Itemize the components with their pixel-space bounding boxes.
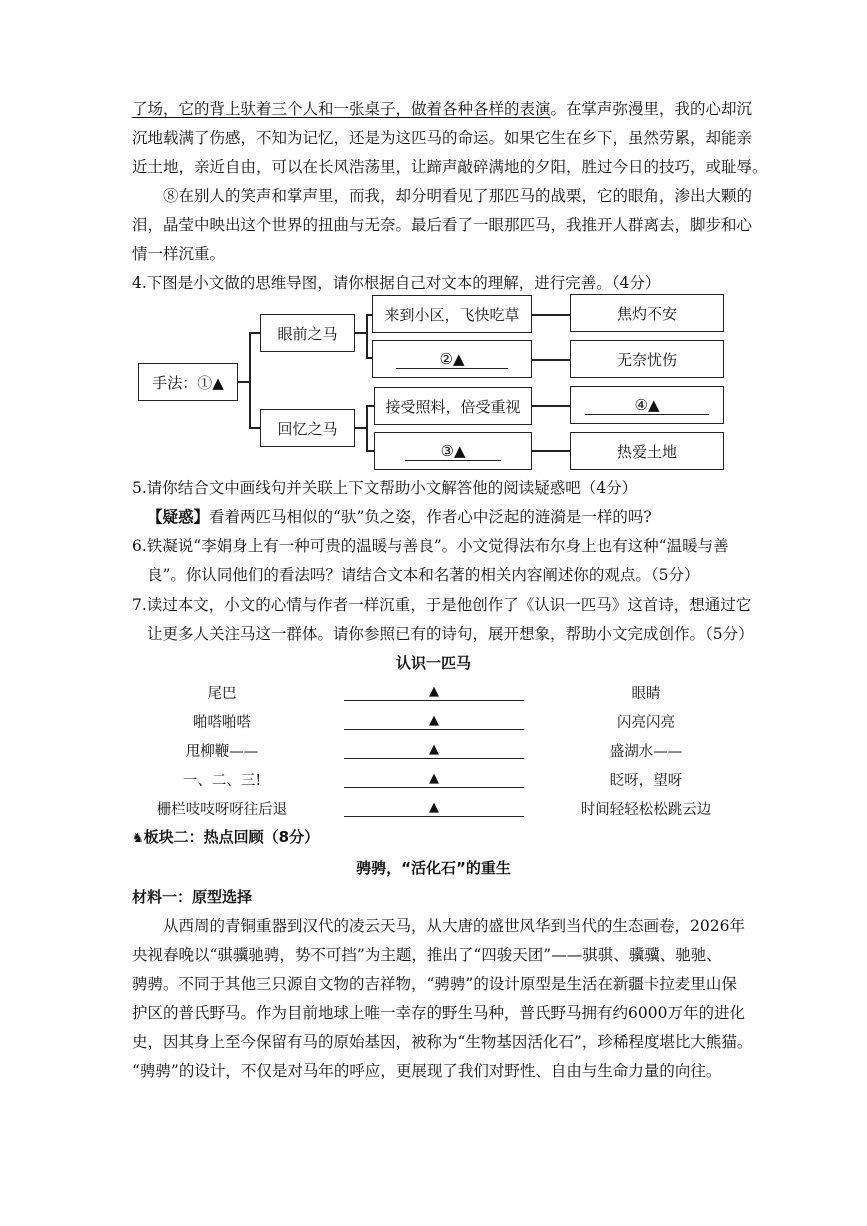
mind-map-b1-left: 接受照料，倍受重视: [374, 387, 532, 425]
paragraph-8-line-3: 情一样沉重。: [132, 245, 226, 263]
material-paragraph-line-1: 从西周的青铜重器到汉代的凌云天马，从大唐的盛世风华到当代的生态画卷，2026年: [163, 917, 745, 935]
doubt-line: 【疑惑】看着两匹马相似的“驮”负之姿，作者心中泛起的涟漪是一样的吗?: [147, 508, 652, 526]
poem-row-right: 眼睛: [631, 686, 661, 702]
paragraph-8-line-1: ⑧在别人的笑声和掌声里，而我，却分明看见了那匹马的战栗，它的眼角，渗出大颗的: [163, 187, 753, 205]
poem-row-left: 尾巴: [207, 686, 237, 702]
poem-row-left: 栅栏吱吱呀呀往后退: [156, 802, 288, 818]
material-paragraph-line-4: 护区的普氏野马。作为目前地球上唯一幸存的野生马种，普氏野马拥有约6000万年的进化: [132, 1004, 745, 1022]
poem-row-left: 甩柳鞭——: [185, 744, 259, 760]
question-7-line-1: 7.读过本文，小文的心情与作者一样沉重，于是他创作了《认识一匹马》这首诗，想通过它: [132, 596, 752, 614]
poem-row-blank: ▲: [344, 771, 524, 788]
mind-map-a2-right: 无奈忧伤: [570, 340, 724, 378]
poem-row-blank: ▲: [344, 684, 524, 701]
poem-row-right: 盛湖水——: [609, 744, 683, 760]
question-4: 4.下图是小文做的思维导图，请你根据自己对文本的理解，进行完善。（4分）: [132, 274, 661, 292]
poem-row-blank: ▲: [344, 800, 524, 817]
paragraph-8-line-2: 泪，晶莹中映出这个世界的扭曲与无奈。最后看了一眼那匹马，我推开人群离去，脚步和心: [132, 216, 753, 234]
mind-map-a2-left: ②▲: [372, 340, 532, 378]
poem-row-blank: ▲: [344, 713, 524, 730]
question-6-line-1: 6.铁凝说“李娟身上有一种可贵的温暖与善良”。小文觉得法布尔身上也有这种“温暖与善: [132, 537, 729, 555]
horse-icon: ♞: [132, 831, 144, 846]
passage-line-2: 沉地载满了伤感，不知为记忆，还是为这匹马的命运。如果它生在乡下，虽然劳累，却能亲: [132, 129, 753, 147]
doubt-tag: 【疑惑】: [147, 508, 210, 526]
mind-map-b2-right: 热爱土地: [570, 432, 724, 470]
mind-map-a1-left: 来到小区，飞快吃草: [372, 295, 532, 333]
question-7-line-2: 让更多人关注马这一群体。请你参照已有的诗句，展开想象，帮助小文完成创作。（5分）: [147, 625, 754, 643]
poem-title: 认识一匹马: [395, 654, 471, 672]
underlined-sentence: 了场，它的背上驮着三个人和一张桌子，做着各种各样的表演: [132, 100, 551, 118]
poem-row-right: 眨呀，望呀: [609, 773, 683, 789]
mind-map-b2-left: ③▲: [374, 432, 532, 470]
mind-map-root: 手法：①▲: [138, 363, 238, 401]
material-paragraph-line-2: 央视春晚以“骐骥驰骋，势不可挡”为主题，推出了“四骏天团”——骐骐、骥骥、驰驰、: [132, 946, 722, 964]
poem-row-right: 闪亮闪亮: [617, 715, 675, 731]
material-paragraph-line-3: 骋骋。不同于其他三只源自文物的吉祥物，“骋骋”的设计原型是生活在新疆卡拉麦里山保: [132, 975, 737, 993]
question-5: 5.请你结合文中画线句并关联上下文帮助小文解答他的阅读疑惑吧（4分）: [132, 479, 638, 497]
material-1-label: 材料一：原型选择: [132, 888, 253, 906]
material-paragraph-line-5: 史，因其身上至今保留有马的原始基因，被称为“生物基因活化石”，珍稀程度堪比大熊猫。: [132, 1033, 753, 1051]
passage-line-3: 近土地，亲近自由，可以在长风浩荡里，让蹄声敲碎满地的夕阳，胜过今日的技巧，或耻辱。: [132, 158, 768, 176]
question-6-line-2: 良”。你认同他们的看法吗？请结合文本和名著的相关内容阐述你的观点。（5分）: [147, 566, 700, 584]
mind-map-branch-memory-horse: 回忆之马: [260, 409, 355, 447]
poem-row-left: 啪嗒啪嗒: [193, 715, 251, 731]
section-2-heading: ♞板块二：热点回顾（8分）: [132, 828, 320, 846]
poem-row-blank: ▲: [344, 742, 524, 759]
mind-map-branch-present-horse: 眼前之马: [260, 314, 355, 352]
poem-row-right: 时间轻轻松松跳云边: [580, 802, 712, 818]
passage-line-1: 了场，它的背上驮着三个人和一张桌子，做着各种各样的表演。在掌声弥漫里，我的心却沉: [132, 100, 753, 118]
poem-row-left: 一、二、三!: [182, 773, 262, 789]
mind-map-a1-right: 焦灼不安: [570, 294, 724, 332]
section-2-title: 骋骋，“活化石”的重生: [356, 859, 511, 877]
mind-map-b1-right: ④▲: [570, 386, 724, 424]
material-paragraph-line-6: “骋骋”的设计，不仅是对马年的呼应，更展现了我们对野性、自由与生命力量的向往。: [132, 1062, 722, 1080]
